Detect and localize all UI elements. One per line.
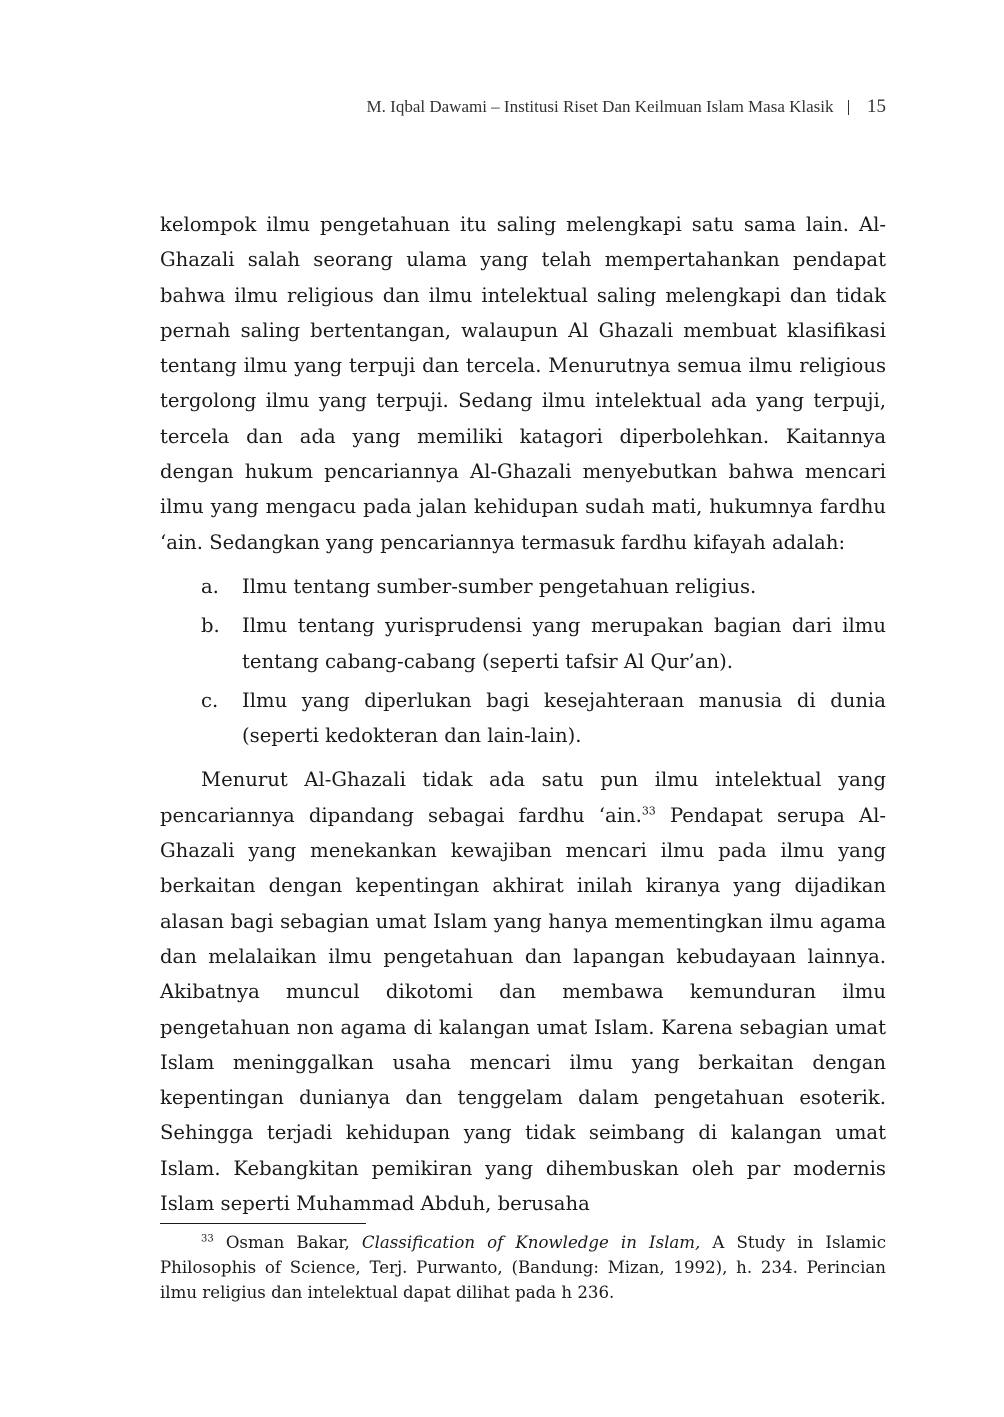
body-paragraph-1: kelompok ilmu pengetahuan itu saling melengkapi satu sama lain. Al-Ghazali salah seorang ulama yang telah mempertahankan pendapat bahwa ilmu religious dan ilmu intelektual saling melengkapi dan tidak pernah saling bertentangan, walaupun Al Ghazali membuat klasifikasi tentang ilmu yang terpuji dan tercela. Menurutnya semua ilmu religious tergolong ilmu yang terpuji. Sedang ilmu intelektual ada yang terpuji, tercela dan ada yang memiliki katagori diperbolehkan. Kaitannya dengan hukum pencariannya Al-Ghazali menyebutkan bahwa mencari ilmu yang mengacu pada jalan kehidupan sudah mati, hukumnya fardhu ‘ain. Sedangkan yang pencariannya termasuk fardhu kifayah adalah: — [160, 213, 886, 554]
paragraph-2-rest: Pendapat serupa Al-Ghazali yang menekankan kewajiban mencari ilmu pada ilmu yang berkaitan dengan kepentingan akhirat inilah kiranya yang dijadikan alasan bagi sebagian umat Islam yang hanya mementingkan ilmu agama dan melalaikan ilmu pengetahuan dan lapangan kebudayaan lainnya. Akibatnya muncul dikotomi dan membawa kemunduran ilmu pengetahuan non agama di kalangan umat Islam. Karena sebagian umat Islam meninggalkan usaha mencari ilmu yang berkaitan dengan kepentingan dunianya dan tenggelam dalam pengetahuan esoterik. Sehingga terjadi kehidupan yang tidak seimbang di kalangan umat Islam. Kebangkitan pemikiran yang dihembuskan oleh par modernis Islam seperti Muhammad Abduh, berusaha — [160, 803, 886, 1216]
list-item — [160, 569, 886, 604]
footnote-reference[interactable]: 33 — [641, 804, 656, 818]
fardhu-kifayah-list — [160, 569, 886, 753]
page-number: 15 — [867, 96, 886, 117]
running-title: M. Iqbal Dawami – Institusi Riset Dan Keilmuan Islam Masa Klasik — [366, 97, 834, 116]
footnote-details: A Study in Islamic Philosophis of Science, Terj. Purwanto, (Bandung: Mizan, 1992), h. 234. Perincian ilmu religius dan intelektual dapat dilihat pada h 236. — [160, 1233, 887, 1302]
header-separator — [848, 100, 850, 115]
list-marker: b. — [201, 614, 220, 638]
list-item-text: Ilmu yang diperlukan bagi kesejahteraan manusia di dunia (seperti kedokteran dan lain-lain). — [242, 688, 886, 748]
footnote-33 — [160, 1230, 886, 1305]
main-text — [160, 207, 886, 1221]
paragraph-2-start: Menurut Al-Ghazali tidak ada satu pun ilmu intelektual yang pencariannya dipandang sebagai fardhu ‘ain. — [160, 768, 886, 827]
footnote-number: 33 — [201, 1233, 214, 1245]
footnote-author: Osman Bakar, — [213, 1233, 362, 1252]
body-paragraph-2 — [160, 762, 886, 1221]
list-item — [160, 608, 886, 679]
footnote-divider — [160, 1223, 366, 1224]
footnote-book-title: Classification of Knowledge in Islam, — [361, 1233, 701, 1252]
running-header — [367, 96, 886, 118]
list-item — [160, 683, 886, 754]
list-item-text: Ilmu tentang sumber-sumber pengetahuan religius. — [242, 574, 757, 598]
list-marker: c. — [201, 688, 219, 712]
list-item-text: Ilmu tentang yurisprudensi yang merupakan bagian dari ilmu tentang cabang-cabang (seperti tafsir Al Qur’an). — [242, 614, 886, 673]
list-marker: a. — [201, 574, 219, 598]
